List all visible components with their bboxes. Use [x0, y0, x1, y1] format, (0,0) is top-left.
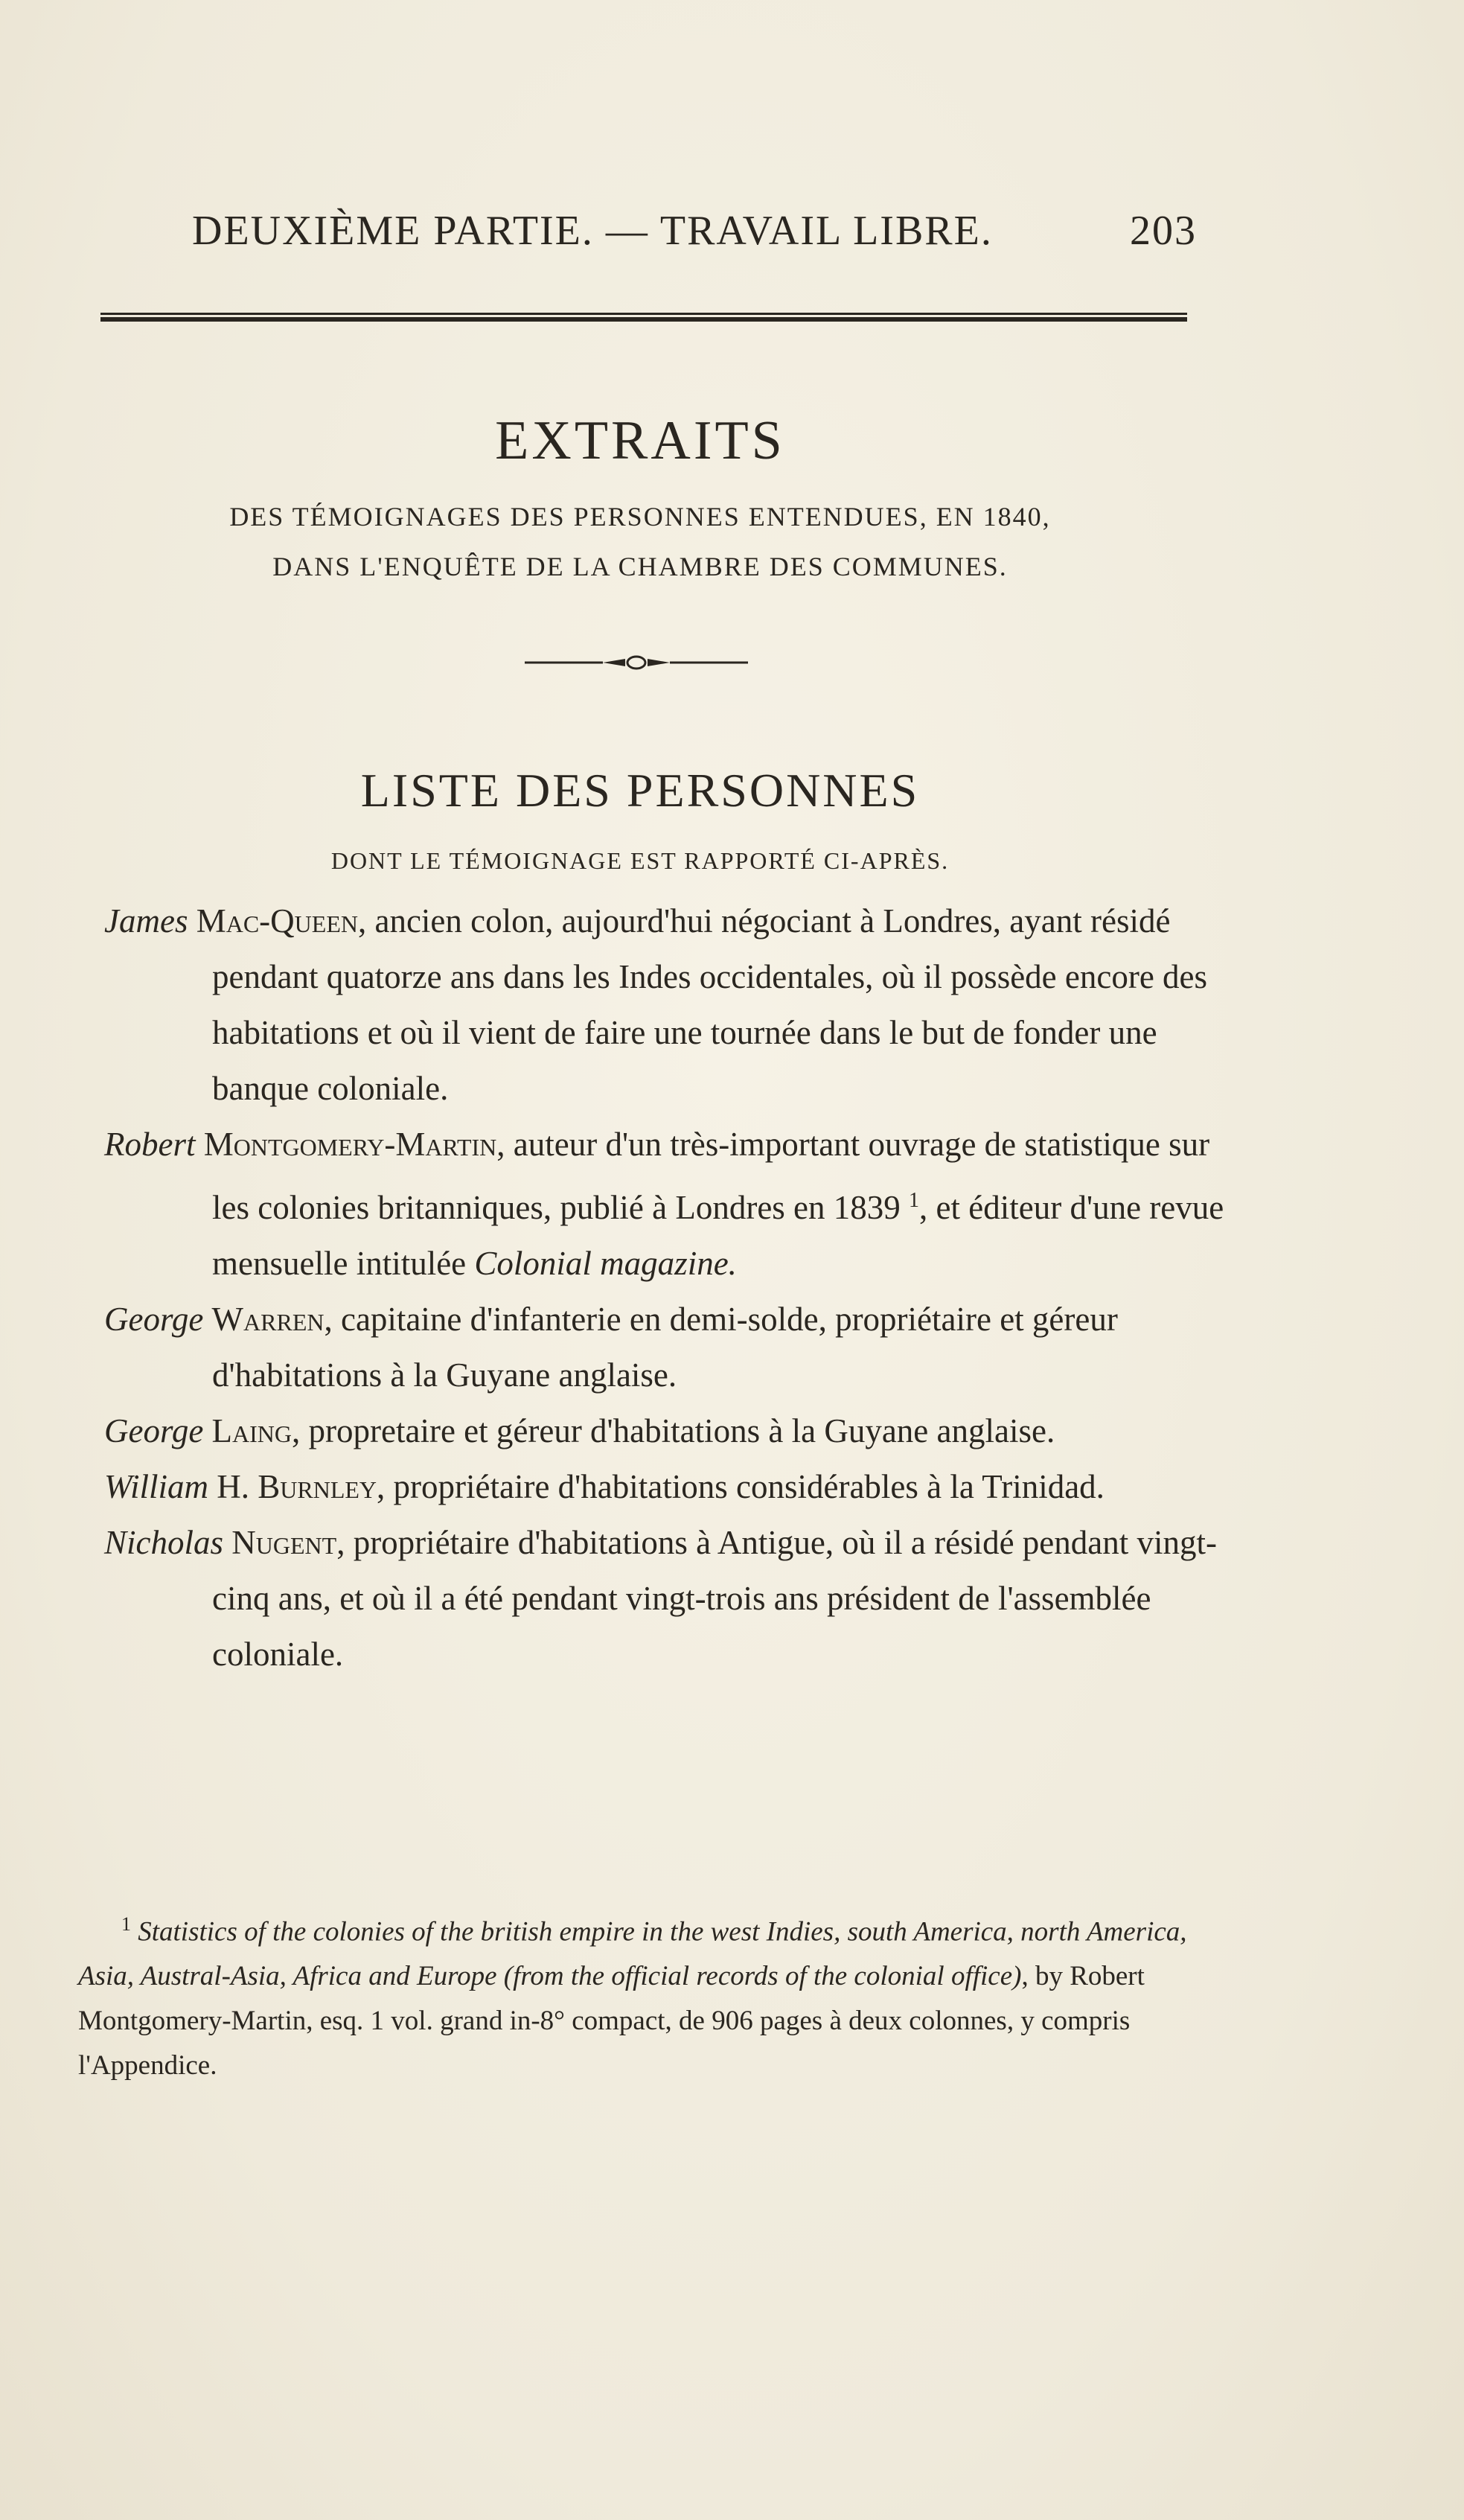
- journal-title: Colonial magazine.: [474, 1245, 737, 1282]
- footnote-text: , by Robert Montgomery-Martin, esq. 1 vol. grand in-8° compact, de 906 pages à deux colonnes, y compris l'Appendice.: [78, 1961, 1145, 2082]
- section-subtitle-line-1: DES TÉMOIGNAGES DES PERSONNES ENTENDUES, EN 1840,: [229, 502, 1051, 532]
- witness-entry: [104, 1459, 1236, 1515]
- header-rule: [100, 313, 1187, 322]
- footnote: [78, 1902, 1236, 2088]
- witness-description: , propriétaire d'habitations à Antigue, où il a résidé pendant vingt-cinq ans, et où il a été pendant vingt-trois ans président de l'assemblée coloniale.: [212, 1524, 1217, 1673]
- witness-first-name: George: [104, 1412, 204, 1449]
- footnote-number: 1: [121, 1913, 131, 1935]
- page-number: 203: [1130, 208, 1197, 254]
- witness-first-name: Nicholas: [104, 1524, 224, 1561]
- witness-description: , propretaire et géreur d'habitations à la Guyane anglaise.: [292, 1412, 1055, 1449]
- section-title: EXTRAITS: [495, 410, 785, 471]
- witness-description: , ancien colon, aujourd'hui négociant à Londres, ayant résidé pendant quatorze ans dans les Indes occidentales, où il possède encore des habitations et où il vient de faire une tournée dans le but de fonder une banque coloniale.: [212, 902, 1208, 1107]
- witness-first-name: George: [104, 1301, 204, 1338]
- witness-entry: [104, 893, 1236, 1117]
- list-title: LISTE DES PERSONNES: [360, 764, 920, 817]
- witness-description: , auteur d'un très-important ouvrage de statistique sur les colonies britanniques, publié à Londres en 1839: [212, 1126, 1210, 1226]
- witness-description: , capitaine d'infanterie en demi-solde, propriétaire et géreur d'habitations à la Guyane anglaise.: [212, 1301, 1118, 1394]
- witness-last-name: Nugent: [231, 1524, 337, 1561]
- witness-description: , propriétaire d'habitations considérables à la Trinidad.: [377, 1468, 1105, 1505]
- witness-last-name: Warren: [211, 1301, 325, 1338]
- section-subtitle-line-2: DANS L'ENQUÊTE DE LA CHAMBRE DES COMMUNES.: [272, 552, 1008, 581]
- witness-first-name: William: [104, 1468, 209, 1505]
- witness-entry: [104, 1515, 1236, 1682]
- witness-list: [104, 893, 1236, 1682]
- witness-last-name: Laing: [211, 1412, 293, 1449]
- witness-description-continued: , et éditeur d'une revue mensuelle intitulée: [212, 1189, 1224, 1282]
- witness-last-name: Montgomery-Martin: [203, 1126, 497, 1163]
- footnote-reference: 1: [909, 1189, 920, 1212]
- witness-first-name: James: [104, 902, 188, 940]
- ornament-divider-icon: [525, 651, 748, 674]
- witness-first-name: Robert: [104, 1126, 196, 1163]
- witness-entry: [104, 1117, 1236, 1292]
- list-subtitle: DONT LE TÉMOIGNAGE EST RAPPORTÉ CI-APRÈS.: [330, 847, 950, 874]
- running-title: DEUXIÈME PARTIE. — TRAVAIL LIBRE.: [192, 208, 993, 254]
- witness-entry: [104, 1292, 1236, 1403]
- running-head: [192, 207, 1249, 255]
- witness-last-name: H. Burnley: [217, 1468, 377, 1505]
- footnote-book-title: Statistics of the colonies of the british empire in the west Indies, south America, north America, Asia, Austral-Asia, Africa and Europe (from the official records of the colonial office): [78, 1916, 1187, 1992]
- witness-entry: [104, 1403, 1236, 1459]
- witness-last-name: Mac-Queen: [196, 902, 358, 940]
